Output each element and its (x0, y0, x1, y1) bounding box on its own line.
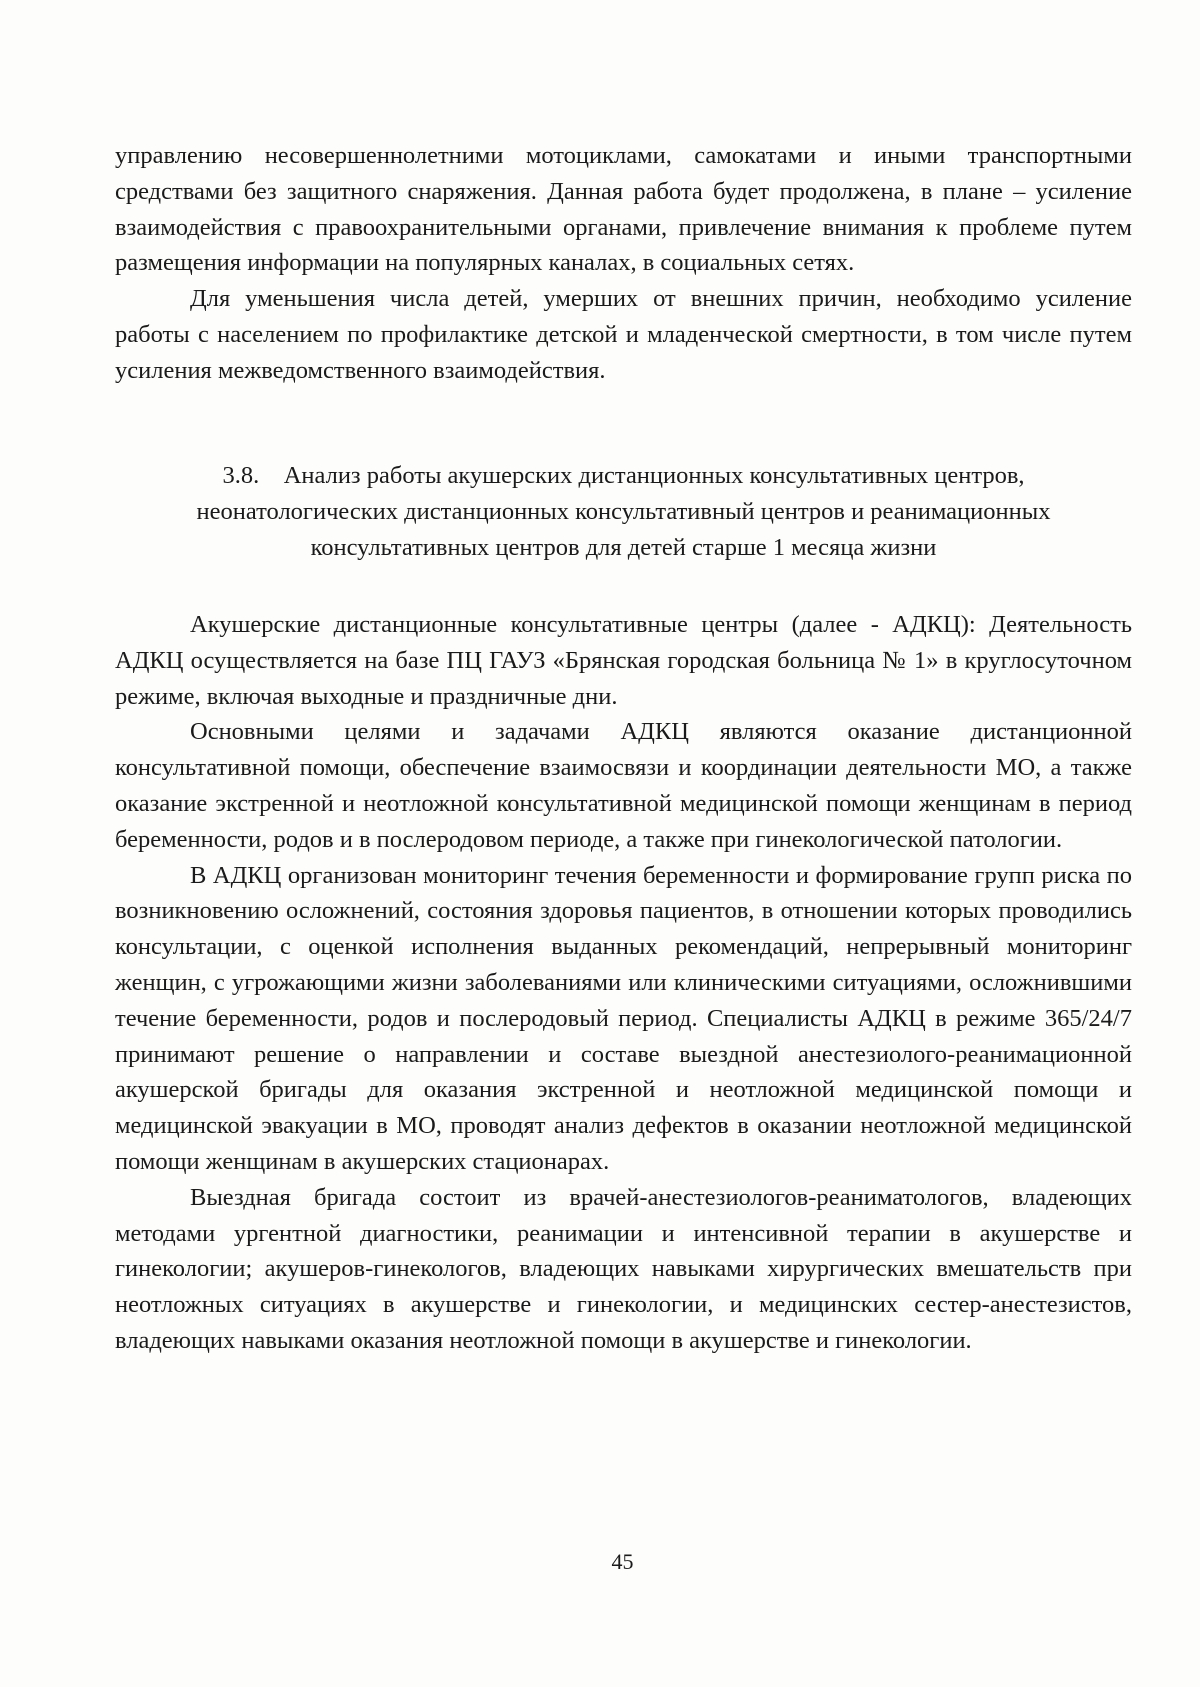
intro-text-block (115, 138, 1132, 389)
section-heading-line-1 (115, 458, 1132, 494)
section-heading (115, 458, 1132, 565)
section-number: 3.8. (222, 462, 260, 489)
paragraph-external-causes: Для уменьшения числа детей, умерших от внешних причин, необходимо усиление работы с населением по профилактике детской и младенческой смертности, в том числе путем усиления межведомственного взаимодействия. (115, 285, 1132, 384)
paragraph-adkc-definition: Акушерские дистанционные консультативные центры (далее - АДКЦ): Деятельность АДКЦ осуществляется на базе ПЦ ГАУЗ «Брянская городская больница № 1» в круглосуточном режиме, включая выходные и праздничные дни. (115, 611, 1132, 710)
main-text-block (115, 607, 1132, 1359)
paragraph-adkc-monitoring: В АДКЦ организован мониторинг течения беременности и формирование групп риска по возникновению осложнений, состояния здоровья пациентов, в отношении которых проводились консультации, с оценкой исполнения выданных рекомендаций, непрерывный мониторинг женщин, с угрожающими жизни заболеваниями или клиническими ситуациями, осложнившими течение беременности, родов и послеродовый период. Специалисты АДКЦ в режиме 365/24/7 принимают решение о направлении и составе выездной анестезиолого-реанимационной акушерской бригады для оказания экстренной и неотложной медицинской помощи и медицинской эвакуации в МО, проводят анализ дефектов в оказании неотложной медицинской помощи женщинам в акушерских стационарах. (115, 861, 1132, 1175)
section-title-part-1: Анализ работы акушерских дистанционных консультативных центров, (283, 462, 1025, 489)
section-heading-line-3: консультативных центров для детей старше 1 месяца жизни (310, 533, 937, 561)
paragraph-continuation: управлению несовершеннолетними мотоциклами, самокатами и иными транспортными средствами без защитного снаряжения. Данная работа будет продолжена, в плане – усиление взаимодействия с правоохранительными органами, привлечение внимания к проблеме путем размещения информации на популярных каналах, в социальных сетях. (115, 142, 1132, 277)
section-heading-line-2: неонатологических дистанционных консультативный центров и реанимационных (196, 497, 1051, 525)
paragraph-mobile-team: Выездная бригада состоит из врачей-анестезиологов-реаниматологов, владеющих методами ургентной диагностики, реанимации и интенсивной терапии в акушерстве и гинекологии; акушеров-гинекологов, владеющих навыками хирургических вмешательств при неотложных ситуациях в акушерстве и гинекологии, и медицинских сестер-анестезистов, владеющих навыками оказания неотложной помощи в акушерстве и гинекологии. (115, 1183, 1132, 1354)
page-number: 45 (611, 1549, 634, 1574)
paragraph-adkc-goals: Основными целями и задачами АДКЦ являются оказание дистанционной консультативной помощи, обеспечение взаимосвязи и координации деятельности МО, а также оказание экстренной и неотложной консультативной медицинской помощи женщинам в период беременности, родов и в послеродовом периоде, а также при гинекологической патологии. (115, 718, 1132, 853)
